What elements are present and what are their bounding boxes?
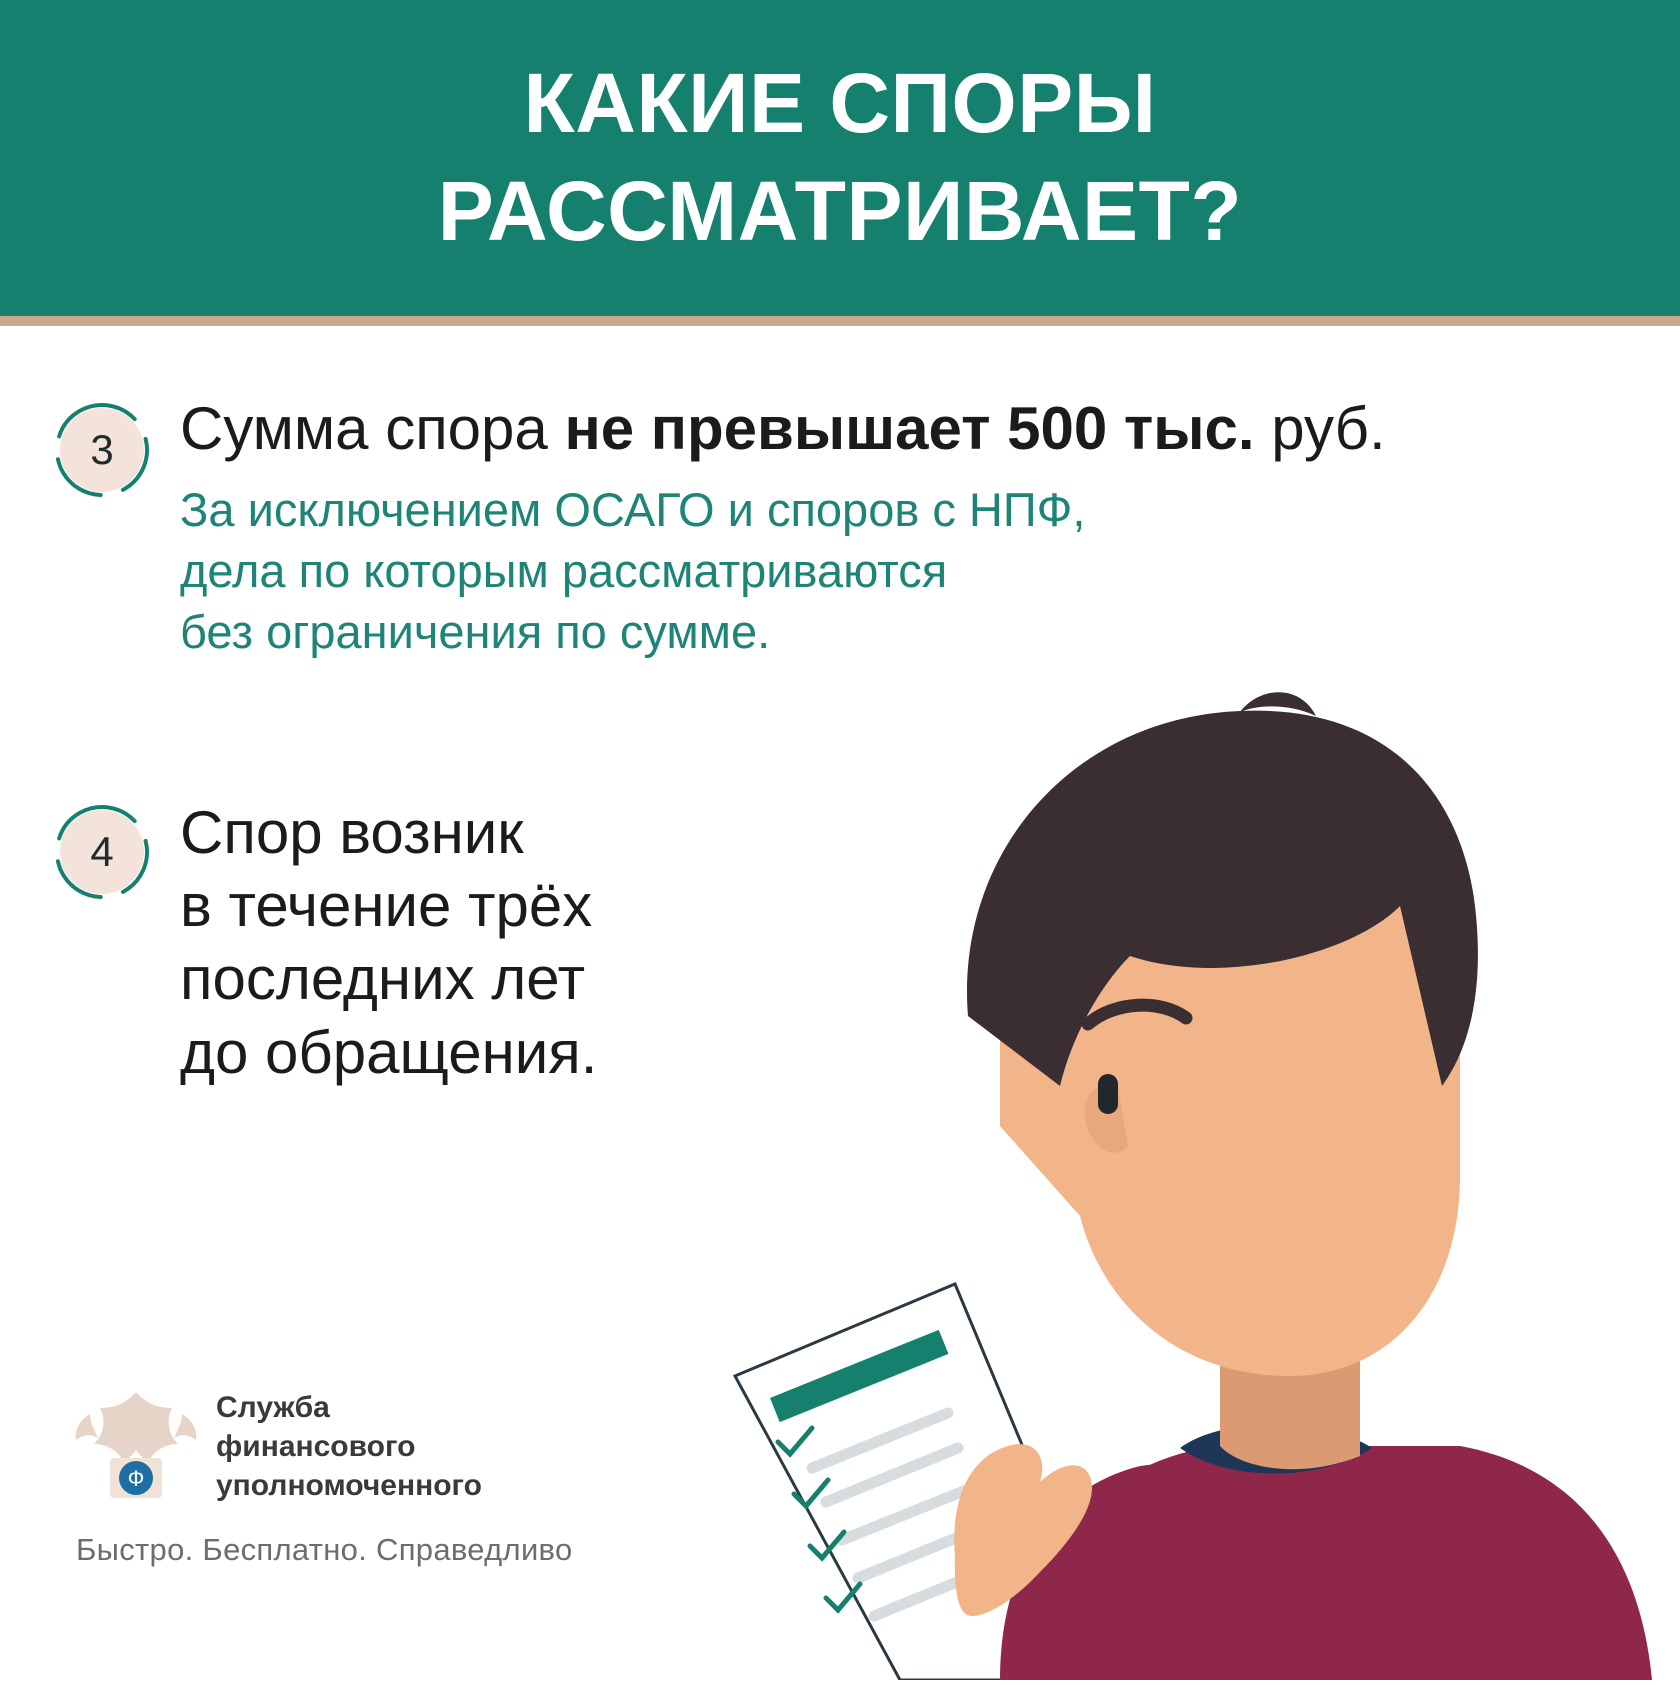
item-main-prefix: Сумма спора <box>180 395 565 462</box>
eye-shape <box>1098 1074 1118 1114</box>
step-badge-3 <box>52 400 152 500</box>
item-main-text <box>180 394 1386 465</box>
header-divider <box>0 316 1680 326</box>
logo-text-line: Служба <box>216 1390 330 1424</box>
item-sub-line: дела по которым рассматриваются <box>180 543 948 597</box>
item-text-block <box>180 796 597 1089</box>
step-badge-4 <box>52 802 152 902</box>
item-main-text <box>180 796 597 1089</box>
item-text-block <box>180 394 1386 662</box>
header-banner <box>0 0 1680 316</box>
tagline: Быстро. Бесплатно. Справедливо <box>76 1532 573 1567</box>
logo-text <box>216 1388 482 1505</box>
item-main-line: до обращения. <box>180 1018 598 1086</box>
item-main-line: последних лет <box>180 945 586 1013</box>
item-main-line: в течение трёх <box>180 872 593 940</box>
item-sub-text <box>180 479 1386 662</box>
item-sub-line: За исключением ОСАГО и споров с НПФ, <box>180 482 1086 536</box>
illustration-person-with-document <box>700 656 1680 1680</box>
logo-text-line: уполномоченного <box>216 1468 482 1502</box>
svg-text:Ф: Ф <box>127 1466 145 1491</box>
badge-number: 3 <box>90 426 114 473</box>
badge-number: 4 <box>90 828 114 875</box>
page-title: КАКИЕ СПОРЫ РАССМАТРИВАЕТ? <box>437 56 1243 258</box>
illustration-svg <box>700 656 1680 1680</box>
item-main-suffix: руб. <box>1254 395 1386 462</box>
content-area <box>0 326 1680 1680</box>
item-main-line: Спор возник <box>180 799 524 866</box>
item-main-bold: не превышает 500 тыс. <box>564 395 1255 462</box>
item-sub-line: без ограничения по сумме. <box>180 604 771 658</box>
logo-row <box>70 1386 690 1506</box>
logo-text-line: финансового <box>216 1429 416 1463</box>
financial-ombudsman-logo-icon <box>70 1386 202 1506</box>
footer <box>70 1386 690 1568</box>
list-item <box>52 394 1592 662</box>
